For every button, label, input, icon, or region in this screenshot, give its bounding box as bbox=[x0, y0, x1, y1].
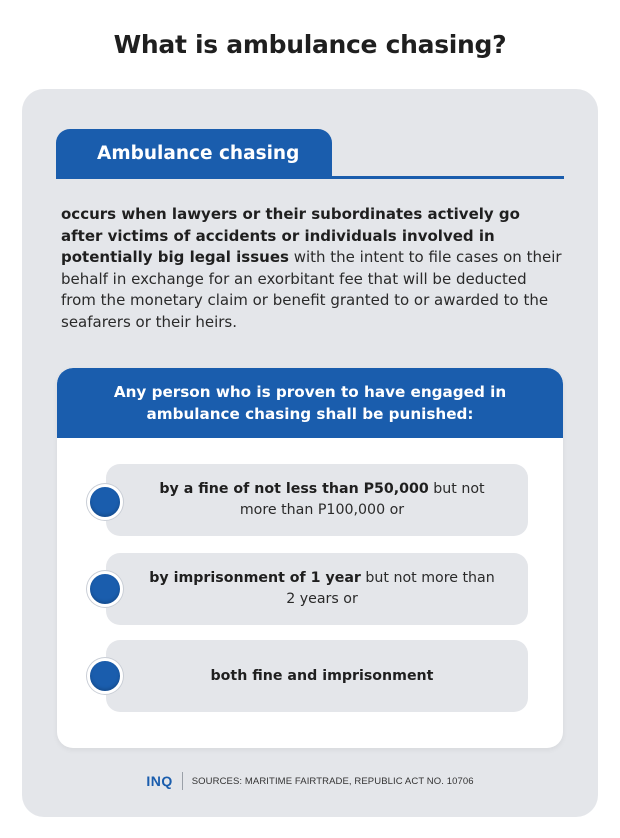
penalty-item-both bbox=[106, 640, 528, 712]
definition-rest: with the intent to file cases on their behalf in exchange for an exorbitant fee that will be deducted from the monetary claim or benefit granted to or awarded to the seafarers or their heirs. bbox=[61, 248, 562, 331]
footer bbox=[0, 772, 620, 790]
page-title: What is ambulance chasing? bbox=[113, 30, 507, 59]
sources-text: SOURCES: MARITIME FAIRTRADE, REPUBLIC ACT NO. 10706 bbox=[191, 775, 474, 787]
inq-logo: INQ bbox=[146, 773, 173, 789]
penalties-header bbox=[57, 368, 563, 438]
penalties-header-line-1: Any person who is proven to have engaged in bbox=[113, 383, 507, 401]
penalties-panel bbox=[57, 368, 563, 748]
penalty-item-rest: but not more than 2 years or bbox=[286, 570, 495, 607]
penalty-item-rest: but not more than P100,000 or bbox=[239, 481, 485, 518]
section-tab bbox=[56, 129, 332, 178]
bullet-dot-icon bbox=[87, 658, 123, 694]
penalty-item-bold: both fine and imprisonment bbox=[210, 667, 434, 684]
footer-divider bbox=[182, 772, 183, 790]
penalty-item-bold: by imprisonment of 1 year bbox=[149, 570, 361, 586]
bullet-dot-icon bbox=[87, 484, 123, 520]
bullet-dot-icon bbox=[87, 571, 123, 607]
penalty-item-fine bbox=[106, 464, 528, 536]
penalty-item-bold: by a fine of not less than P50,000 bbox=[159, 481, 429, 497]
definition-text bbox=[61, 204, 566, 334]
definition-bold: occurs when lawyers or their subordinates actively go after victims of accidents or individuals involved in potentially big legal issues bbox=[61, 205, 520, 267]
penalties-header-line-2: ambulance chasing shall be punished: bbox=[146, 405, 474, 423]
penalty-item-imprisonment bbox=[106, 553, 528, 625]
section-tab-label: Ambulance chasing bbox=[97, 143, 300, 164]
section-divider bbox=[56, 176, 564, 179]
